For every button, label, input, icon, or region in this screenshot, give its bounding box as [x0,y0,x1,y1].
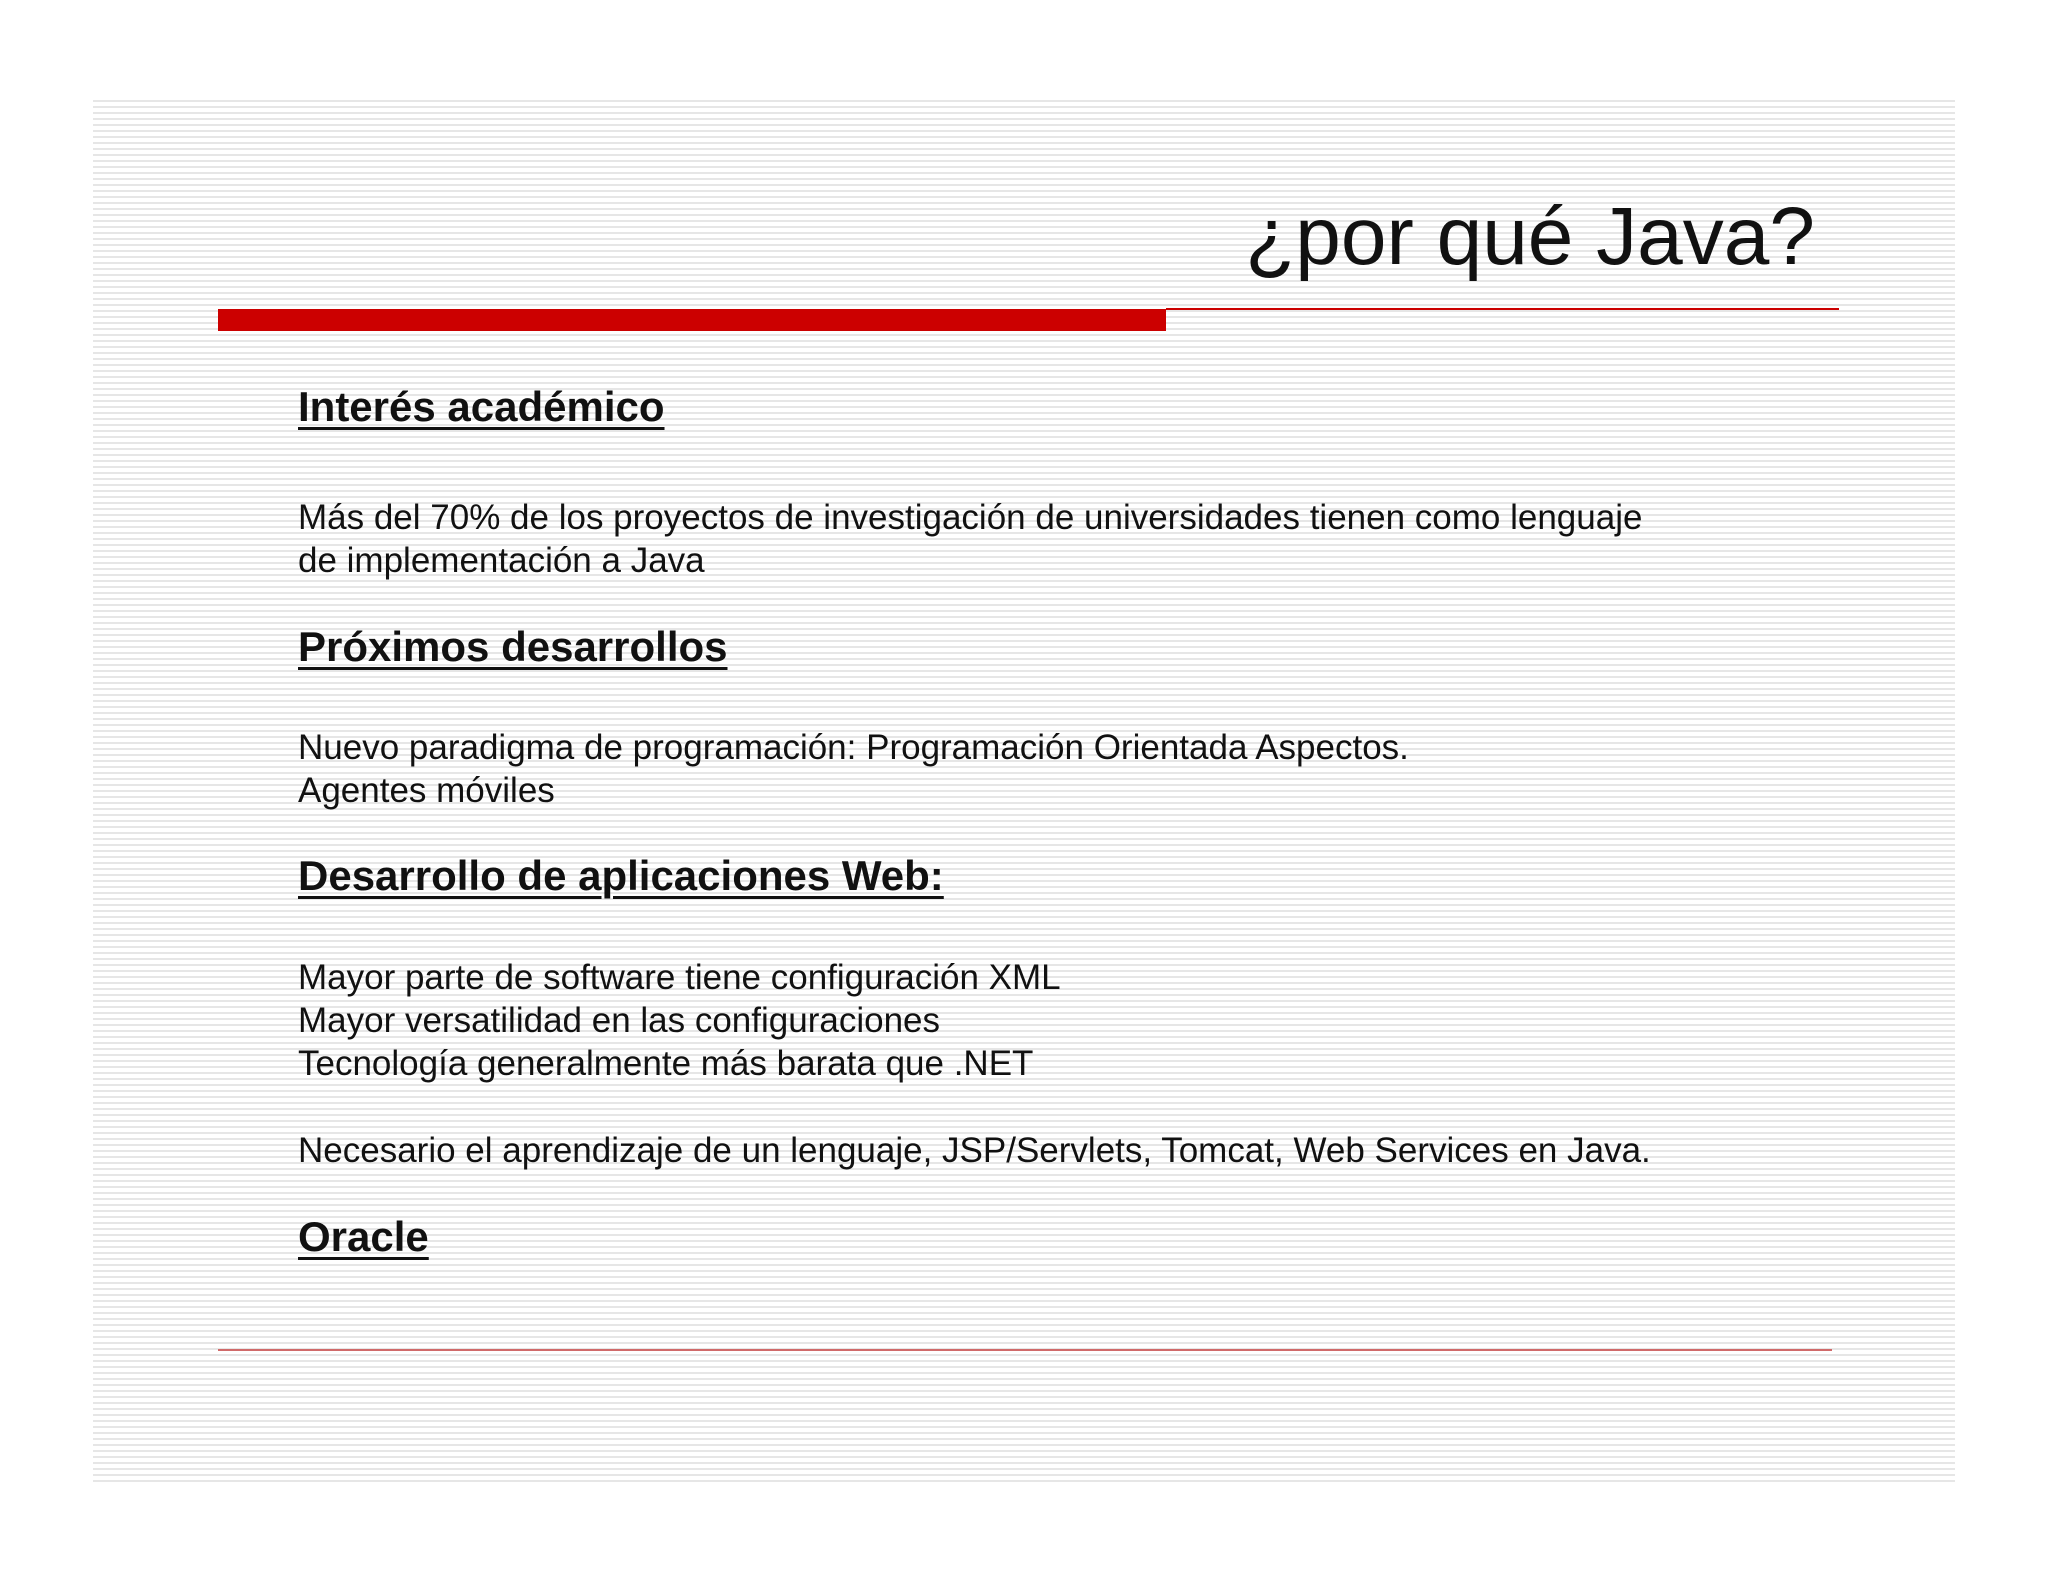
slide-title: ¿por qué Java? [1245,191,1815,282]
section-text-line: de implementación a Java [298,541,705,580]
section-heading-desarrollo-web: Desarrollo de aplicaciones Web: [298,852,944,899]
section-heading-oracle: Oracle [298,1213,429,1260]
section-text-line: Mayor versatilidad en las configuraciones [298,1001,940,1040]
section-heading-proximos-desarrollos: Próximos desarrollos [298,623,728,670]
slide [93,96,1955,1486]
section-heading-interes-academico: Interés académico [298,383,665,430]
section-text-line: Más del 70% de los proyectos de investigación de universidades tienen como lenguaje [298,498,1643,537]
footer-rule [218,1349,1832,1351]
title-accent-bar [218,309,1166,331]
section-text-line: Mayor parte de software tiene configuración XML [298,958,1061,997]
section-text-line: Tecnología generalmente más barata que .NET [298,1044,1034,1083]
title-accent-rule [1166,308,1839,310]
section-text-line: Nuevo paradigma de programación: Programación Orientada Aspectos. [298,728,1409,767]
section-text-line: Agentes móviles [298,771,555,810]
section-text-line: Necesario el aprendizaje de un lenguaje, JSP/Servlets, Tomcat, Web Services en Java. [298,1131,1651,1170]
